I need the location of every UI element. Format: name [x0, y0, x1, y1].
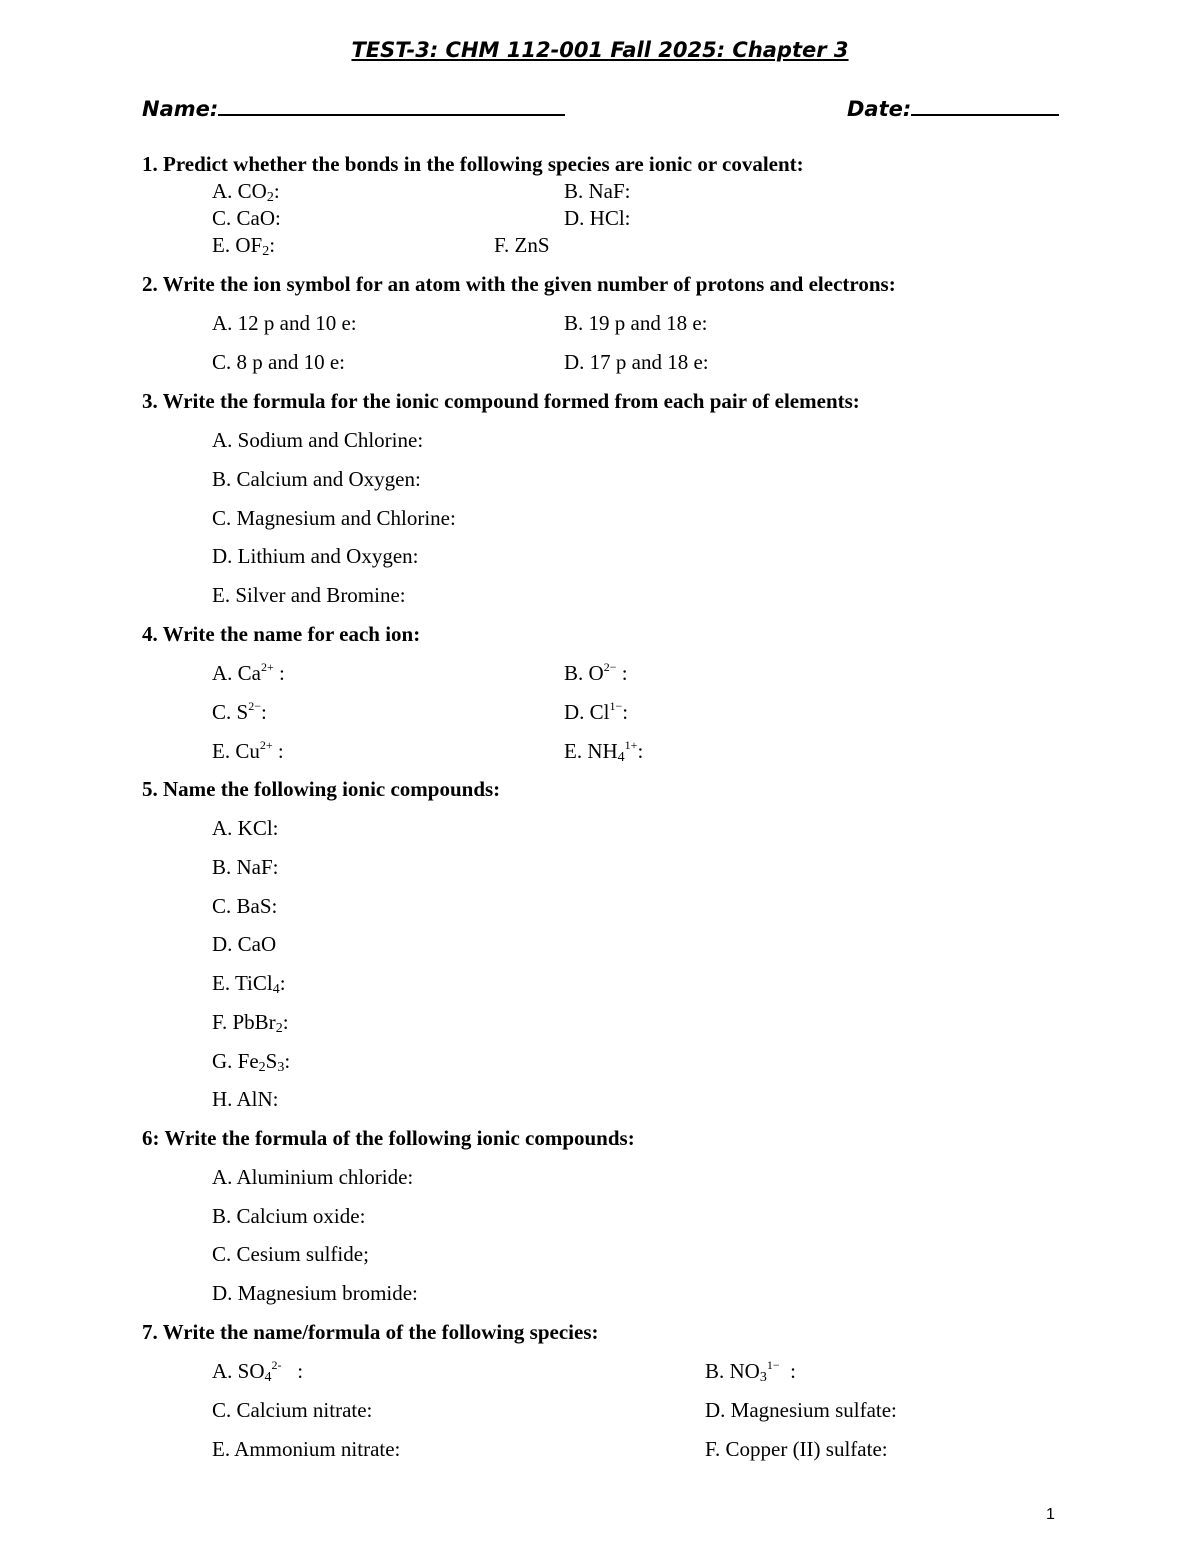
question-7-prompt: 7. Write the name/formula of the following species:: [142, 1320, 599, 1344]
question-5-prompt: 5. Name the following ionic compounds:: [142, 777, 501, 801]
q7-option-e: E. Ammonium nitrate:: [212, 1437, 401, 1461]
q1-option-d: D. HCl:: [564, 206, 631, 230]
q3-option-e: E. Silver and Bromine:: [212, 583, 406, 607]
q5-option-a: A. KCl:: [212, 816, 279, 840]
q1-option-e: E. $OF_2$:: [212, 233, 276, 259]
q4-option-f: E. $NH_4^{1+}$:: [564, 738, 644, 765]
q4-option-c: C. $S^{2-}$:: [212, 699, 267, 724]
q5-option-f: F. PbBr$_2$:: [212, 1010, 289, 1036]
q2-option-a: A. 12 p and 10 e:: [212, 311, 357, 335]
q6-option-a: A. Aluminium chloride:: [212, 1165, 414, 1189]
question-2-prompt: 2. Write the ion symbol for an atom with the given number of protons and electrons:: [142, 272, 896, 296]
q3-option-a: A. Sodium and Chlorine:: [212, 428, 424, 452]
q2-option-d: D. 17 p and 18 e:: [564, 350, 709, 374]
q5-option-h: H. AlN:: [212, 1087, 279, 1111]
q5-option-d: D. CaO: [212, 932, 277, 956]
page-number: 1: [1046, 1506, 1055, 1523]
name-field[interactable]: [142, 92, 565, 121]
q1-option-a: A. $CO_2$:: [212, 179, 280, 205]
q3-option-b: B. Calcium and Oxygen:: [212, 467, 421, 491]
q2-option-c: C. 8 p and 10 e:: [212, 350, 345, 374]
q7-option-b: B. $NO_3^{1-}$ :: [705, 1358, 796, 1385]
q6-option-d: D. Magnesium bromide:: [212, 1281, 418, 1305]
date-label: Date:: [847, 97, 912, 121]
question-1-prompt: 1. Predict whether the bonds in the following species are ionic or covalent:: [142, 152, 804, 176]
question-4-prompt: 4. Write the name for each ion:: [142, 622, 421, 646]
name-blank[interactable]: [218, 92, 565, 116]
q3-option-c: C. Magnesium and Chlorine:: [212, 506, 456, 530]
q4-option-d: D. $Cl^{1-}$:: [564, 699, 629, 724]
q2-option-b: B. 19 p and 18 e:: [564, 311, 708, 335]
q4-option-a: A. $Ca^{2+}$ :: [212, 660, 285, 685]
q6-option-b: B. Calcium oxide:: [212, 1204, 366, 1228]
q4-option-e: E. $Cu^{2+}$ :: [212, 738, 284, 763]
question-6-prompt: 6: Write the formula of the following ionic compounds:: [142, 1126, 635, 1150]
q7-option-a: A. $SO_4^{2-}$ :: [212, 1358, 304, 1385]
q5-option-b: B. NaF:: [212, 855, 279, 879]
q5-option-c: C. BaS:: [212, 894, 278, 918]
name-label: Name:: [142, 97, 219, 121]
q6-option-c: C. Cesium sulfide;: [212, 1242, 369, 1266]
q7-option-d: D. Magnesium sulfate:: [705, 1398, 897, 1422]
q7-option-c: C. Calcium nitrate:: [212, 1398, 373, 1422]
date-blank[interactable]: [911, 92, 1059, 116]
date-field[interactable]: [847, 92, 1059, 121]
q5-option-e: E. TiCl$_4$:: [212, 971, 286, 997]
q3-option-d: D. Lithium and Oxygen:: [212, 544, 419, 568]
q1-option-f: F. ZnS: [494, 233, 550, 257]
q4-option-b: B. $O^{2-}$ :: [564, 660, 628, 685]
page-title: TEST-3: CHM 112-001 Fall 2025: Chapter 3: [351, 38, 849, 62]
q7-option-f: F. Copper (II) sulfate:: [705, 1437, 888, 1461]
q1-option-b: B. NaF:: [564, 179, 631, 203]
question-3-prompt: 3. Write the formula for the ionic compound formed from each pair of elements:: [142, 389, 860, 413]
q1-option-c: C. CaO:: [212, 206, 281, 230]
q5-option-g: G. $Fe_2S_3$:: [212, 1049, 291, 1075]
